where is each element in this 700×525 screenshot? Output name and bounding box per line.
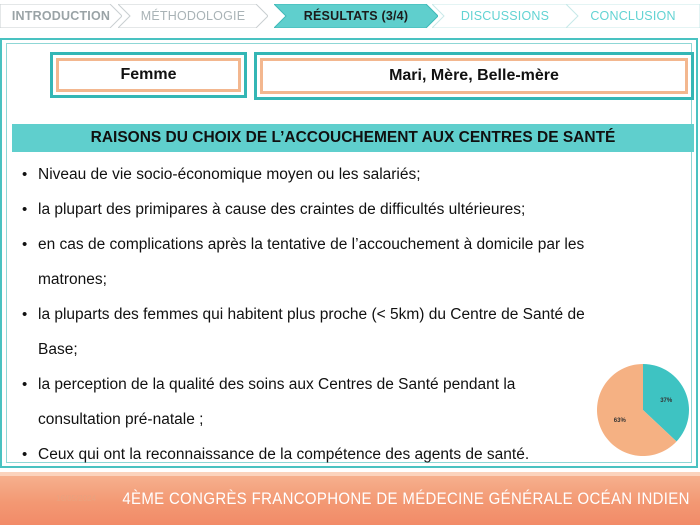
bullet-4-line-2: Base; (38, 341, 78, 358)
pie-chart (595, 362, 691, 458)
bullet-1-line-1: Niveau de vie socio-économique moyen ou les salariés; (38, 166, 421, 183)
bullet-dot: • (22, 446, 28, 463)
bullet-dot: • (22, 236, 28, 253)
bullet-3-line-1: en cas de complications après la tentative de l’accouchement à domicile par les (38, 236, 585, 253)
nav-step-methodologie[interactable]: MÉTHODOLOGIE (118, 4, 268, 28)
bullet-dot: • (22, 376, 28, 393)
header-box-femme (50, 52, 247, 98)
bullet-6-line-1: Ceux qui ont la reconnaissance de la compétence des agents de santé. (38, 446, 530, 463)
bullet-dot: • (22, 306, 28, 323)
footer-date: 16/05/2024 (56, 494, 97, 503)
bullet-5-line-1: la perception de la qualité des soins aux Centres de Santé pendant la (38, 376, 516, 393)
progress-nav (0, 0, 700, 34)
pie-slice-label: 37% (660, 397, 673, 404)
nav-step-conclusion[interactable]: CONCLUSION (566, 4, 700, 28)
bullet-4-line-1: la pluparts des femmes qui habitent plus proche (< 5km) du Centre de Santé de (38, 306, 585, 323)
nav-step-introduction[interactable]: INTRODUCTION (0, 4, 122, 28)
pie-slice-label: 63% (613, 418, 626, 425)
bullet-dot: • (22, 166, 28, 183)
bullet-3-line-2: matrones; (38, 271, 107, 288)
bullet-2-line-1: la plupart des primipares à cause des craintes de difficultés ultérieures; (38, 201, 526, 218)
nav-step-discussions[interactable]: DISCUSSIONS (432, 4, 578, 28)
header-box-famille (254, 52, 694, 100)
footer-title: 4ÈME CONGRÈS FRANCOPHONE DE MÉDECINE GÉNÉRALE OCÉAN INDIEN (122, 489, 690, 508)
bullet-5-line-2: consultation pré-natale ; (38, 411, 204, 428)
bullet-dot: • (22, 201, 28, 218)
nav-step-resultats[interactable]: RÉSULTATS (3/4) (274, 4, 438, 28)
header-label-femme: Femme (56, 58, 241, 92)
content-frame (0, 38, 698, 468)
header-label-famille: Mari, Mère, Belle-mère (260, 58, 688, 94)
section-title: RAISONS DU CHOIX DE L’ACCOUCHEMENT AUX CENTRES DE SANTÉ (12, 124, 694, 152)
